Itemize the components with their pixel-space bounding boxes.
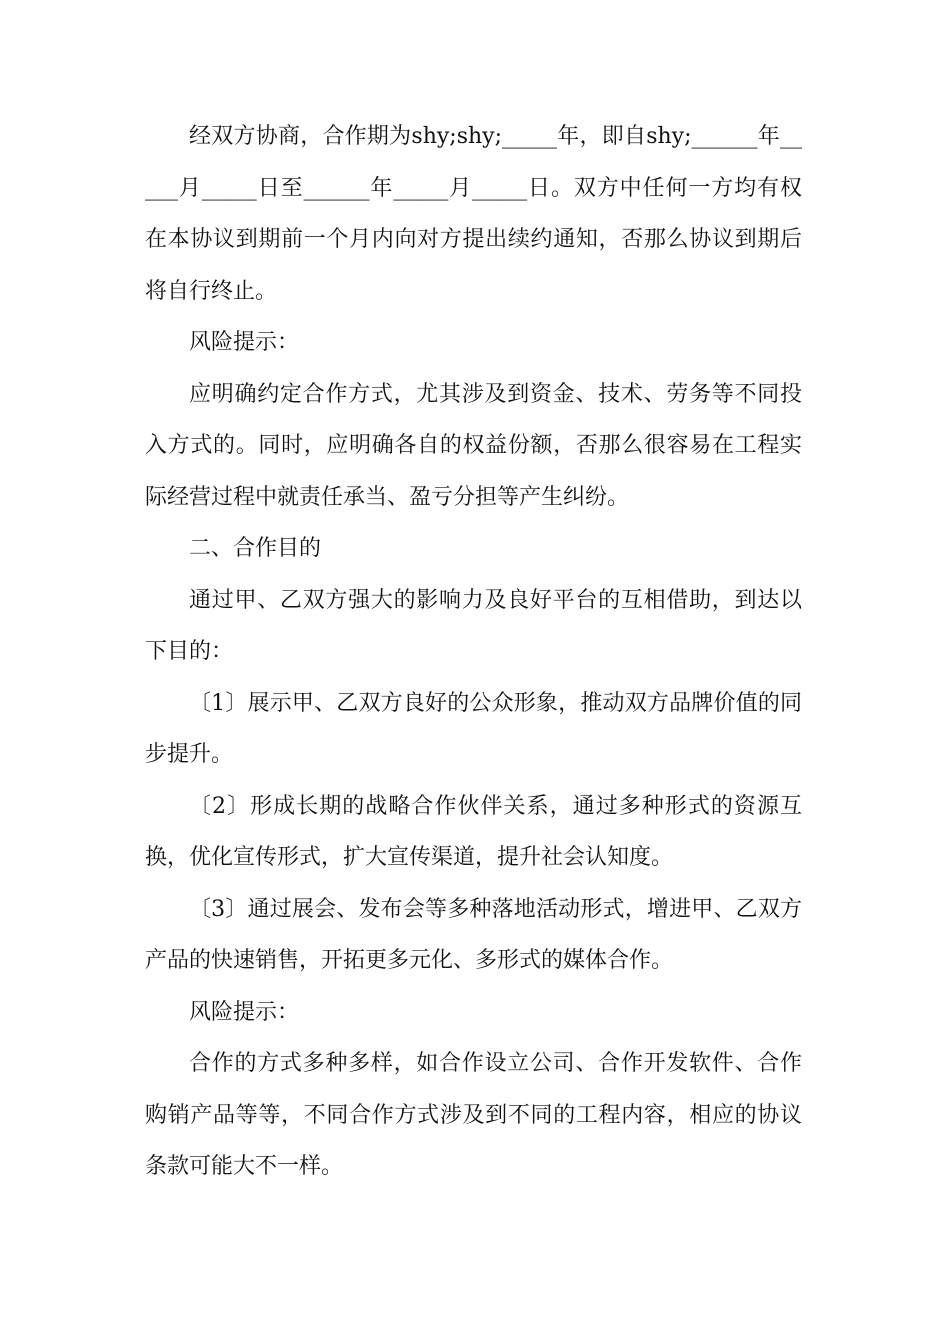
paragraph-purpose-item-3: 〔3〕通过展会、发布会等多种落地活动形式，增进甲、乙双方产品的快速销售，开拓更多元化、多形式的媒体合作。	[145, 896, 802, 973]
paragraph-term: 经双方协商，合作期为shy;shy;_____年，即自shy;______年_____月_____日至______年_____月_____日。双方中任何一方均有权在本协议到期前一个月内向对方提出续约通知，否那么协议到期后将自行终止。	[145, 124, 802, 304]
paragraph-purpose-item-1: 〔1〕展示甲、乙双方良好的公众形象，推动双方品牌价值的同步提升。	[145, 690, 802, 767]
paragraph-risk-1: 应明确约定合作方式，尤其涉及到资金、技术、劳务等不同投入方式的。同时，应明确各自的权益份额，否那么很容易在工程实际经营过程中就责任承当、盈亏分担等产生纠纷。	[145, 381, 802, 510]
paragraph-risk-2: 合作的方式多种多样，如合作设立公司、合作开发软件、合作购销产品等等，不同合作方式涉及到不同的工程内容，相应的协议条款可能大不一样。	[145, 1051, 802, 1179]
paragraph-risk-heading-2: 风险提示：	[189, 999, 300, 1025]
paragraph-purpose-item-2: 〔2〕形成长期的战略合作伙伴关系，通过多种形式的资源互换，优化宣传形式，扩大宣传渠道，提升社会认知度。	[145, 793, 802, 870]
paragraph-purpose-intro: 通过甲、乙双方强大的影响力及良好平台的互相借助，到达以下目的：	[145, 587, 802, 664]
paragraph-risk-heading-1: 风险提示：	[189, 330, 300, 355]
section-heading-cooperation-purpose: 二、合作目的	[189, 536, 322, 561]
